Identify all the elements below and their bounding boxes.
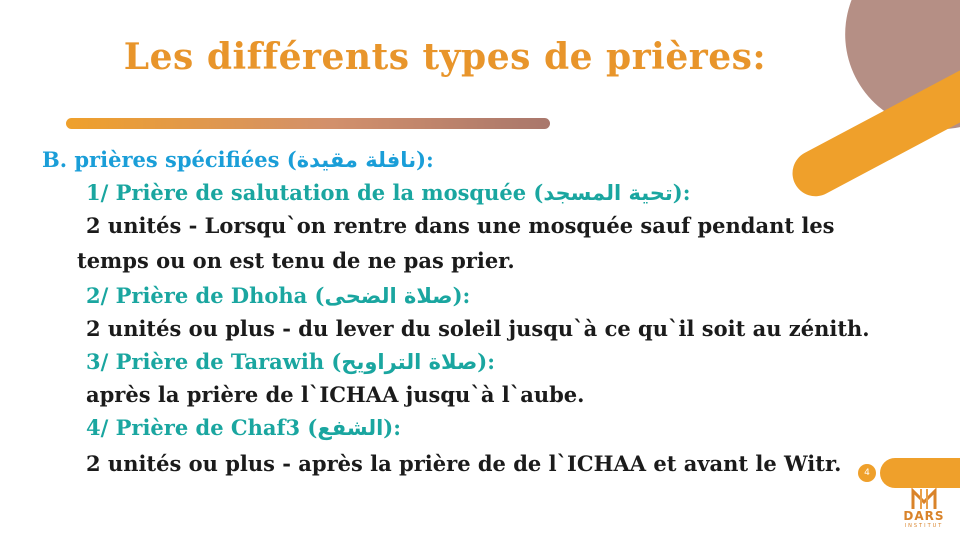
page-title: Les différents types de prières:: [123, 36, 767, 78]
logo-text: DARS: [903, 509, 945, 523]
item-heading-arabic: تحية المسجد: [543, 181, 673, 205]
item-heading-arabic: الشفع: [317, 416, 384, 440]
item-description: temps ou on est tenu de ne pas prier.: [77, 248, 515, 273]
section-suffix: ):: [416, 147, 434, 172]
dars-logo: [894, 488, 954, 538]
decorative-bottom-shape: [880, 458, 960, 488]
item-heading-label: 4/ Prière de Chaf3 (: [86, 415, 318, 440]
item-heading: [86, 412, 401, 444]
slide-number: 4: [858, 464, 876, 482]
logo-mark-icon: [909, 488, 939, 510]
item-heading-label: 3/ Prière de Tarawih (: [86, 349, 342, 374]
item-heading: [86, 177, 691, 209]
item-heading-arabic: صلاة التراويح: [341, 350, 478, 374]
item-heading-arabic: صلاة الضحى: [324, 284, 453, 308]
item-heading-label: 1/ Prière de salutation de la mosquée (: [86, 180, 544, 205]
item-heading: [86, 346, 495, 378]
section-arabic: نافلة مقيدة: [296, 148, 417, 172]
item-heading-suffix: ):: [672, 180, 691, 205]
item-heading-suffix: ):: [383, 415, 401, 440]
item-description: 2 unités ou plus - après la prière de de l`ICHAA et avant le Witr.: [86, 451, 842, 476]
item-heading-suffix: ):: [452, 283, 471, 308]
item-description: 2 unités - Lorsqu`on rentre dans une mosquée sauf pendant les: [86, 213, 835, 238]
item-heading: [86, 280, 470, 312]
item-description: 2 unités ou plus - du lever du soleil jusqu`à ce qu`il soit au zénith.: [86, 316, 870, 341]
item-heading-label: 2/ Prière de Dhoha (: [86, 283, 325, 308]
title-underline: [66, 118, 550, 129]
logo-subtext: INSTITUT: [904, 523, 944, 529]
item-description: après la prière de l`ICHAA jusqu`à l`aube.: [86, 382, 585, 407]
section-label: B. prières spécifiées (: [42, 147, 297, 172]
section-heading: [42, 144, 434, 176]
item-heading-suffix: ):: [477, 349, 495, 374]
